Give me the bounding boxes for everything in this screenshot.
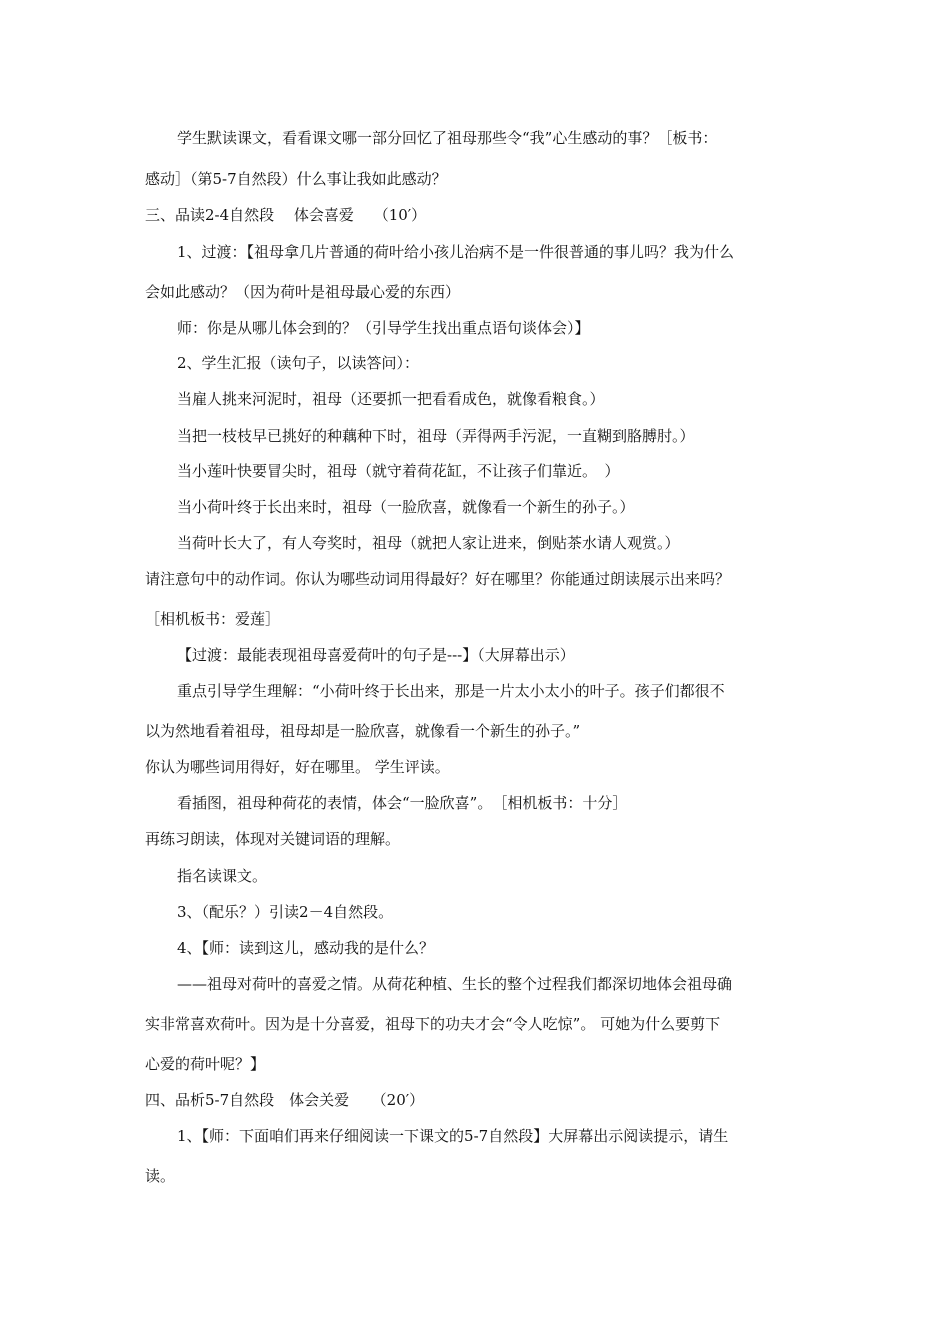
text-line: 你认为哪些词用得好，好在哪里。 学生评读。 bbox=[145, 758, 450, 776]
text-line: ［相机板书：爱莲］ bbox=[145, 610, 281, 628]
text-line: 心爱的荷叶呢？】 bbox=[145, 1055, 266, 1073]
text-line: 请注意句中的动作词。你认为哪些动词用得最好？好在哪里？你能通过朗读展示出来吗？ bbox=[145, 570, 731, 588]
text-line: 再练习朗读，体现对关键词语的理解。 bbox=[145, 830, 401, 848]
text-line: 当小荷叶终于长出来时，祖母（一脸欣喜，就像看一个新生的孙子。） bbox=[177, 498, 635, 516]
text-line: 【过渡：最能表现祖母喜爱荷叶的句子是---】（大屏幕出示） bbox=[177, 646, 575, 664]
text-line: 当把一枝枝早已挑好的种藕种下时，祖母（弄得两手污泥，一直糊到胳膊肘。） bbox=[177, 427, 695, 445]
text-line: 当小莲叶快要冒尖时，祖母（就守着荷花缸，不让孩子们靠近。 ） bbox=[177, 462, 620, 480]
section-heading: 三、品读2-4自然段 体会喜爱 （10′） bbox=[145, 206, 427, 224]
text-line: 看插图，祖母种荷花的表情，体会“一脸欣喜”。 ［相机板书：十分］ bbox=[177, 794, 628, 812]
text-line: ——祖母对荷叶的喜爱之情。从荷花种植、生长的整个过程我们都深切地体会祖母确 bbox=[177, 975, 733, 993]
text-line: 师：你是从哪儿体会到的？（引导学生找出重点语句谈体会）】 bbox=[177, 319, 590, 337]
text-line: 当荷叶长大了，有人夸奖时，祖母（就把人家让进来，倒贴茶水请人观赏。） bbox=[177, 534, 680, 552]
section-heading: 四、品析5-7自然段 体会关爱 （20′） bbox=[145, 1091, 425, 1109]
text-line: 感动］（第5-7自然段）什么事让我如此感动？ bbox=[145, 170, 447, 188]
text-line: 3、（配乐？）引读2－4自然段。 bbox=[177, 903, 394, 921]
text-line: 实非常喜欢荷叶。因为是十分喜爱，祖母下的功夫才会“令人吃惊”。 可她为什么要剪下 bbox=[145, 1015, 721, 1033]
text-line: 1、过渡：【祖母拿几片普通的荷叶给小孩儿治病不是一件很普通的事儿吗？我为什么 bbox=[177, 243, 735, 261]
text-line: 会如此感动？（因为荷叶是祖母最心爱的东西） bbox=[145, 283, 461, 301]
text-line: 以为然地看着祖母，祖母却是一脸欣喜，就像看一个新生的孙子。” bbox=[145, 722, 581, 740]
text-line: 指名读课文。 bbox=[177, 867, 268, 885]
text-line: 4、【师：读到这儿，感动我的是什么？ bbox=[177, 939, 435, 957]
text-line: 学生默读课文，看看课文哪一部分回忆了祖母那些令“我”心生感动的事？［板书： bbox=[177, 129, 718, 147]
text-line: 读。 bbox=[145, 1167, 176, 1185]
text-line: 2、学生汇报（读句子，以读答问）： bbox=[177, 354, 420, 372]
text-line: 当雇人挑来河泥时，祖母（还要抓一把看看成色，就像看粮食。） bbox=[177, 390, 605, 408]
text-line: 重点引导学生理解：“小荷叶终于长出来，那是一片太小太小的叶子。孩子们都很不 bbox=[177, 682, 725, 700]
text-line: 1、【师：下面咱们再来仔细阅读一下课文的5-7自然段】大屏幕出示阅读提示，请生 bbox=[177, 1127, 729, 1145]
